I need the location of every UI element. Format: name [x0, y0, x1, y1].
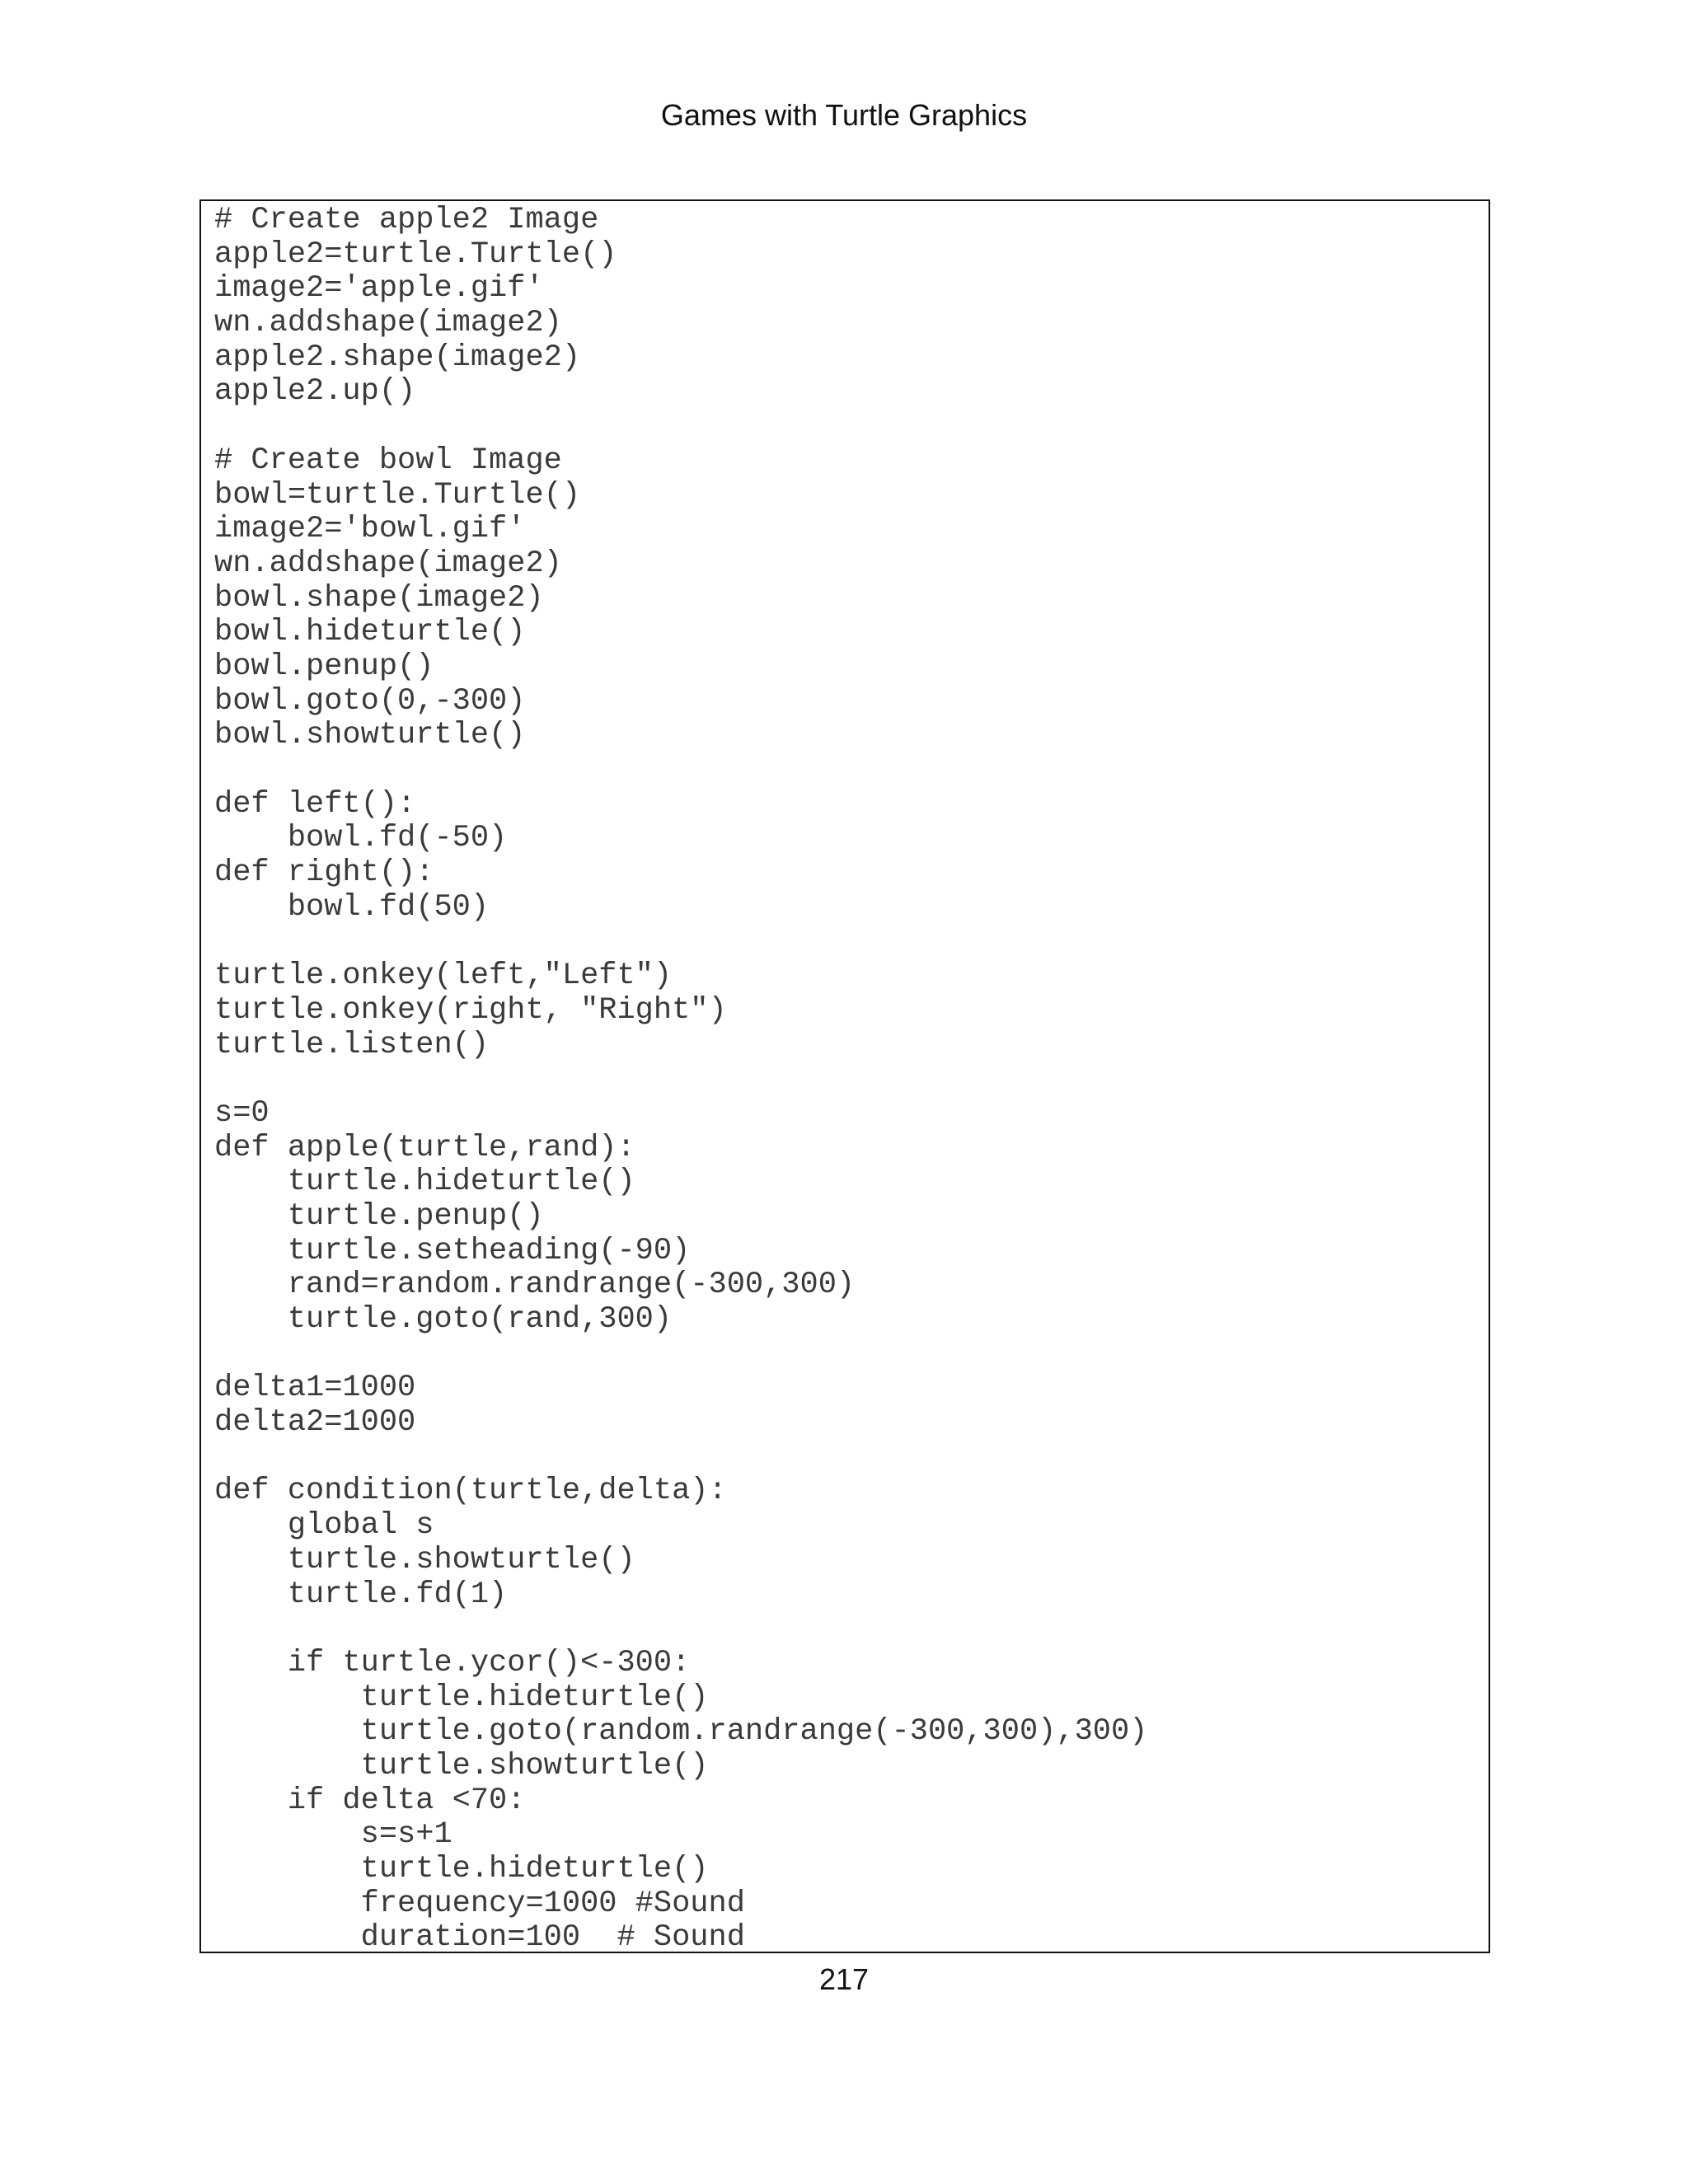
running-header: Games with Turtle Graphics: [660, 98, 1028, 132]
code-line: [214, 1062, 1147, 1097]
code-line: bowl.goto(0,-300): [214, 683, 526, 719]
code-line: bowl.fd(-50): [214, 821, 508, 856]
code-line: def apple(turtle,rand):: [214, 1130, 635, 1165]
code-line: bowl.shape(image2): [214, 580, 544, 616]
code-line: turtle.showturtle(): [214, 1542, 635, 1577]
code-line: turtle.onkey(left,"Left"): [214, 958, 673, 994]
code-line: bowl=turtle.Turtle(): [214, 477, 581, 513]
code-line: [214, 410, 1147, 444]
code-line: [214, 1338, 1147, 1372]
code-line: # Create apple2 Image: [214, 203, 599, 237]
code-listing: [214, 204, 1147, 1953]
code-line: def left():: [214, 786, 416, 822]
code-line: # Create bowl Image: [214, 443, 562, 478]
code-line: turtle.fd(1): [214, 1577, 508, 1612]
code-line: turtle.hideturtle(): [214, 1165, 635, 1200]
code-line: delta2=1000: [214, 1405, 416, 1441]
code-line: delta1=1000: [214, 1371, 416, 1406]
code-line: turtle.penup(): [214, 1198, 544, 1234]
code-line: [214, 753, 1147, 788]
code-line: if turtle.ycor()<-300:: [214, 1645, 691, 1680]
code-line: if delta <70:: [214, 1783, 526, 1818]
code-line: bowl.hideturtle(): [214, 615, 526, 650]
code-line: duration=100 # Sound: [214, 1920, 745, 1953]
code-line: bowl.showturtle(): [214, 718, 526, 753]
code-line: [214, 1441, 1147, 1475]
code-line: def right():: [214, 855, 434, 891]
code-line: s=s+1: [214, 1817, 452, 1853]
code-line: [214, 1612, 1147, 1647]
code-line: bowl.fd(50): [214, 889, 490, 925]
code-line: bowl.penup(): [214, 649, 434, 684]
code-line: turtle.onkey(right, "Right"): [214, 992, 727, 1028]
code-line: turtle.hideturtle(): [214, 1852, 709, 1886]
code-line: apple2=turtle.Turtle(): [214, 237, 617, 272]
code-line: turtle.listen(): [214, 1027, 490, 1062]
page-number: 217: [818, 1962, 870, 1996]
code-line: turtle.goto(random.randrange(-300,300),300): [214, 1714, 1148, 1750]
code-line: turtle.hideturtle(): [214, 1680, 709, 1715]
code-line: [214, 925, 1147, 959]
code-line: wn.addshape(image2): [214, 306, 562, 341]
code-line: image2='bowl.gif': [214, 512, 526, 547]
code-line: frequency=1000 #Sound: [214, 1886, 745, 1921]
code-line: apple2.up(): [214, 374, 416, 410]
code-line: image2='apple.gif': [214, 271, 544, 307]
code-listing-box: [199, 199, 1490, 1953]
code-line: turtle.setheading(-90): [214, 1233, 691, 1268]
code-line: s=0: [214, 1095, 270, 1131]
code-line: wn.addshape(image2): [214, 546, 562, 581]
code-line: turtle.showturtle(): [214, 1748, 709, 1783]
code-line: def condition(turtle,delta):: [214, 1474, 727, 1509]
code-line: apple2.shape(image2): [214, 340, 581, 375]
code-line: global s: [214, 1508, 434, 1544]
code-line: turtle.goto(rand,300): [214, 1302, 673, 1337]
code-line: rand=random.randrange(-300,300): [214, 1268, 856, 1303]
